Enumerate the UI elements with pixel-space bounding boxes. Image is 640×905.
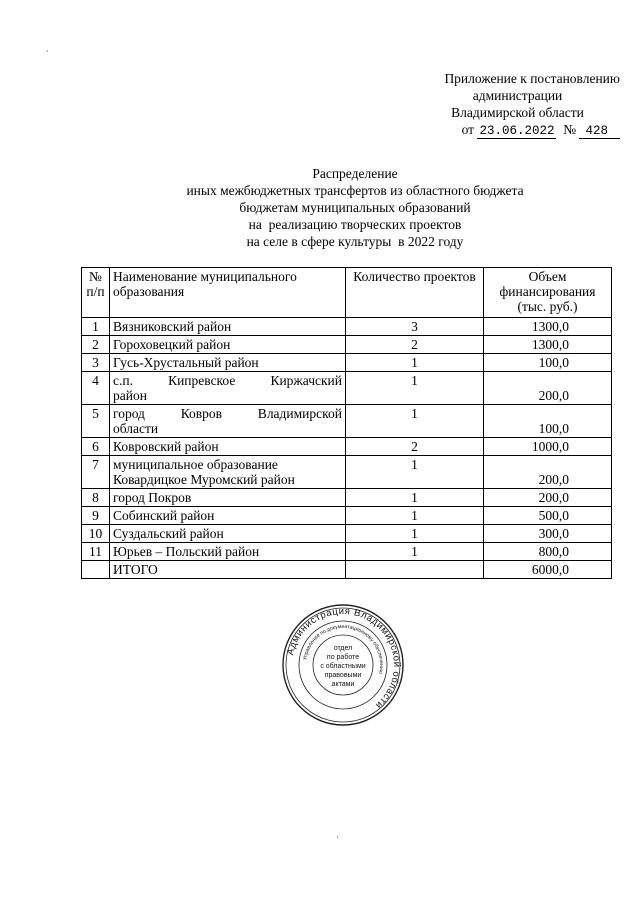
table-row [82, 525, 612, 543]
appendix-line-2: администрации [472, 88, 563, 103]
appendix-date-line [405, 121, 620, 140]
scan-speck: · [336, 832, 339, 842]
appendix-line-3: Владимирской области [451, 105, 584, 120]
row-name: Гусь-Хрустальный район [110, 354, 346, 372]
row-amount: 200,0 [484, 456, 612, 489]
row-count: 2 [346, 336, 484, 354]
total-num [82, 561, 110, 579]
table-header-row [82, 268, 612, 318]
table-row [82, 372, 612, 405]
row-num: 4 [82, 372, 110, 405]
stamp-center-line-1: отдел [333, 645, 353, 652]
stamp-center-line-3: с областными [320, 663, 366, 670]
title-line-1: Распределение [312, 166, 398, 181]
row-count: 1 [346, 456, 484, 489]
row-amount: 500,0 [484, 507, 612, 525]
distribution-table [81, 267, 612, 579]
title-line-3: бюджетам муниципальных образований [239, 200, 471, 215]
row-name-part-1: город Ковров Владимирской [113, 406, 342, 421]
table-row [82, 489, 612, 507]
row-num: 1 [82, 318, 110, 336]
row-amount: 300,0 [484, 525, 612, 543]
official-stamp [282, 604, 404, 726]
header-amount: Объем финансирования (тыс. руб.) [484, 268, 612, 318]
row-name: Юрьев – Польский район [110, 543, 346, 561]
row-amount: 100,0 [484, 405, 612, 438]
row-amount: 100,0 [484, 354, 612, 372]
row-name-part-2: район [113, 388, 147, 403]
row-name: город Покров [110, 489, 346, 507]
row-name-part-1: с.п. Кипревское Киржачский [113, 373, 342, 388]
table-row [82, 405, 612, 438]
row-name: Гороховецкий район [110, 336, 346, 354]
row-amount: 200,0 [484, 372, 612, 405]
row-num: 10 [82, 525, 110, 543]
row-name [110, 456, 346, 489]
stamp-center-line-4: правовыми [324, 672, 362, 679]
row-amount: 1300,0 [484, 318, 612, 336]
stamp-center-line-2: по работе [326, 654, 360, 661]
header-num: № п/п [82, 268, 110, 318]
appendix-block [405, 70, 620, 140]
row-name-part-1: муниципальное образование [113, 457, 278, 472]
row-amount: 1000,0 [484, 438, 612, 456]
row-num: 6 [82, 438, 110, 456]
table-row [82, 318, 612, 336]
row-amount: 800,0 [484, 543, 612, 561]
table-row [82, 543, 612, 561]
stamp-inner-text: Управление по документационному обеспечению [302, 623, 385, 675]
row-amount: 1300,0 [484, 336, 612, 354]
header-count: Количество проектов [346, 268, 484, 318]
row-num: 2 [82, 336, 110, 354]
row-name [110, 372, 346, 405]
from-label: от [461, 122, 475, 137]
row-count: 2 [346, 438, 484, 456]
row-name: Ковровский район [110, 438, 346, 456]
row-count: 1 [346, 507, 484, 525]
row-count: 1 [346, 543, 484, 561]
title-line-2: иных межбюджетных трансфертов из областного бюджета [186, 183, 524, 198]
row-name-part-2: области [113, 421, 159, 436]
row-count: 1 [346, 372, 484, 405]
row-name: Вязниковский район [110, 318, 346, 336]
row-name [110, 405, 346, 438]
stamp-outer-text: Администрация Владимирской области [285, 605, 403, 711]
row-count: 1 [346, 489, 484, 507]
row-name: Собинский район [110, 507, 346, 525]
row-num: 8 [82, 489, 110, 507]
row-count: 3 [346, 318, 484, 336]
title-line-5: на селе в сфере культуры в 2022 году [246, 234, 464, 249]
stamp-center-line-5: актами [331, 681, 355, 688]
row-num: 11 [82, 543, 110, 561]
decree-date: 23.06.2022 [479, 124, 555, 138]
appendix-line-1: Приложение к постановлению [444, 71, 620, 86]
total-amount: 6000,0 [484, 561, 612, 579]
header-name: Наименование муниципального образования [110, 268, 346, 318]
row-name-part-2: Ковардицкое Муромский район [113, 472, 295, 487]
row-num: 3 [82, 354, 110, 372]
decree-number: 428 [579, 124, 620, 139]
scan-speck: · [46, 46, 49, 56]
number-label: № [563, 122, 577, 137]
table-row [82, 336, 612, 354]
table-row [82, 456, 612, 489]
total-label: ИТОГО [110, 561, 346, 579]
row-num: 7 [82, 456, 110, 489]
row-num: 9 [82, 507, 110, 525]
total-count [346, 561, 484, 579]
row-num: 5 [82, 405, 110, 438]
table-row [82, 354, 612, 372]
row-amount: 200,0 [484, 489, 612, 507]
table-row [82, 507, 612, 525]
row-name: Суздальский район [110, 525, 346, 543]
row-count: 1 [346, 354, 484, 372]
total-row [82, 561, 612, 579]
title-line-4: на реализацию творческих проектов [248, 217, 462, 232]
row-count: 1 [346, 405, 484, 438]
row-count: 1 [346, 525, 484, 543]
table-row [82, 438, 612, 456]
document-title [140, 165, 570, 250]
